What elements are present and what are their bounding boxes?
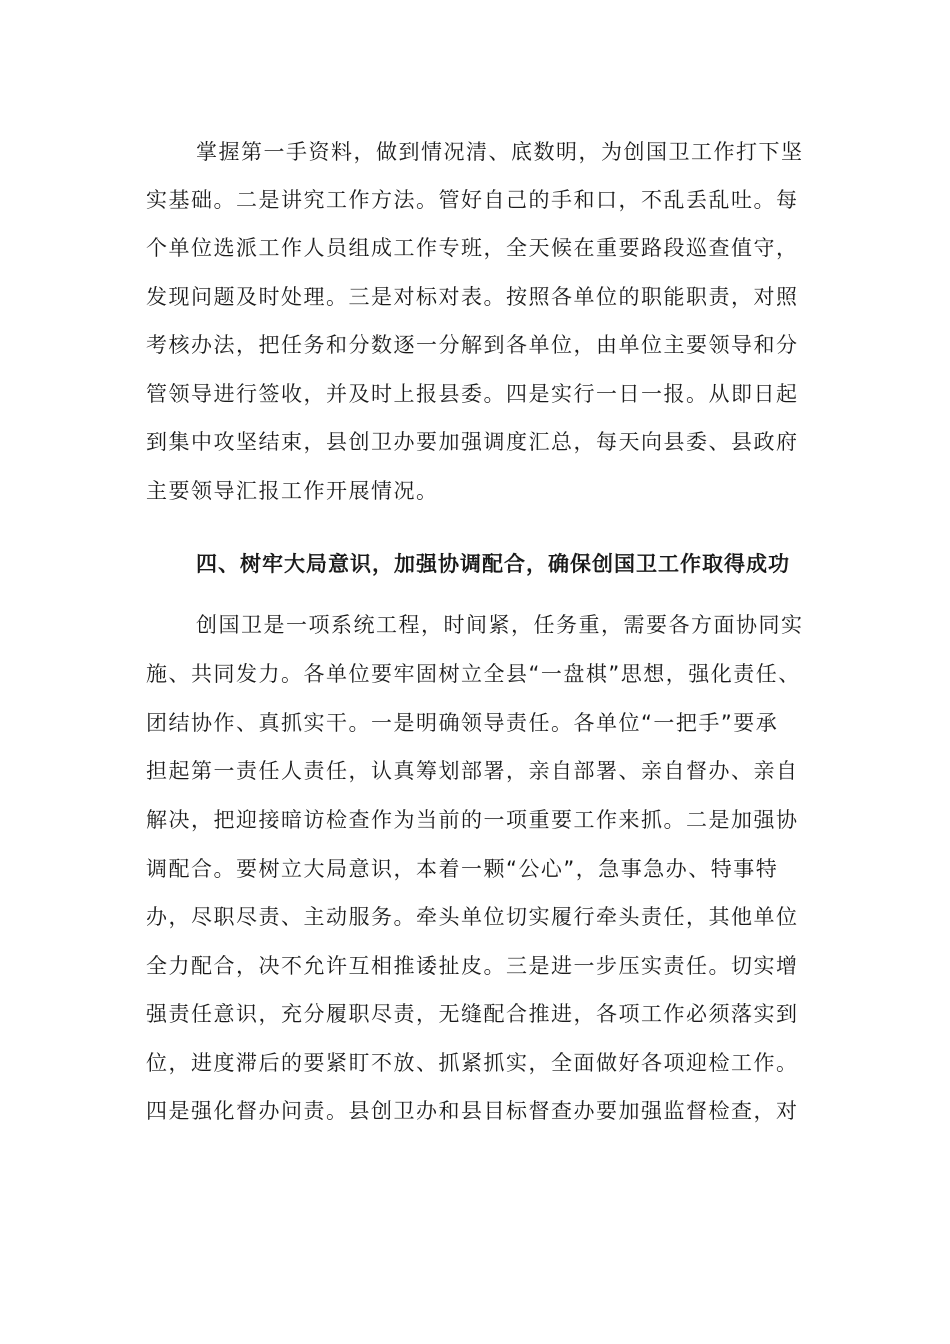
paragraph1-line-3: 个单位选派工作人员组成工作专班，全天候在重要路段巡查值守，: [146, 236, 799, 260]
paragraph2-line-1: 创国卫是一项系统工程，时间紧，任务重，需要各方面协同实: [196, 613, 804, 637]
paragraph2-line-11: 四是强化督办问责。县创卫办和县目标督查办要加强监督检查，对: [146, 1099, 799, 1123]
paragraph1-line-7: 到集中攻坚结束，县创卫办要加强调度汇总，每天向县委、县政府: [146, 430, 799, 454]
paragraph2-line-6: 调配合。要树立大局意识，本着一颗“公心”，急事急办、特事特: [146, 857, 779, 881]
paragraph2-line-10: 位，进度滞后的要紧盯不放、抓紧抓实，全面做好各项迎检工作。: [146, 1051, 799, 1075]
paragraph1-line-5: 考核办法，把任务和分数逐一分解到各单位，由单位主要领导和分: [146, 333, 799, 357]
paragraph2-line-4: 担起第一责任人责任，认真筹划部署，亲自部署、亲自督办、亲自: [146, 759, 799, 783]
paragraph2-line-9: 强责任意识，充分履职尽责，无缝配合推进，各项工作必须落实到: [146, 1002, 799, 1026]
paragraph2-line-5: 解决，把迎接暗访检查作为当前的一项重要工作来抓。二是加强协: [146, 808, 799, 832]
paragraph1-line-1: 掌握第一手资料，做到情况清、底数明，为创国卫工作打下坚: [196, 140, 804, 164]
paragraph2-line-3: 团结协作、真抓实干。一是明确领导责任。各单位“一把手”要承: [146, 711, 779, 735]
paragraph2-line-7: 办，尽职尽责、主动服务。牵头单位切实履行牵头责任，其他单位: [146, 905, 799, 929]
paragraph1-line-8: 主要领导汇报工作开展情况。: [146, 479, 439, 503]
paragraph1-line-4: 发现问题及时处理。三是对标对表。按照各单位的职能职责，对照: [146, 285, 799, 309]
paragraph2-line-2: 施、共同发力。各单位要牢固树立全县“一盘棋”思想，强化责任、: [146, 662, 801, 686]
paragraph1-line-6: 管领导进行签收，并及时上报县委。四是实行一日一报。从即日起: [146, 382, 799, 406]
paragraph2-line-8: 全力配合，决不允许互相推诿扯皮。三是进一步压实责任。切实增: [146, 954, 799, 978]
section-heading: 四、树牢大局意识，加强协调配合，确保创国卫工作取得成功: [196, 552, 790, 576]
paragraph1-line-2: 实基础。二是讲究工作方法。管好自己的手和口，不乱丢乱吐。每: [146, 188, 799, 212]
